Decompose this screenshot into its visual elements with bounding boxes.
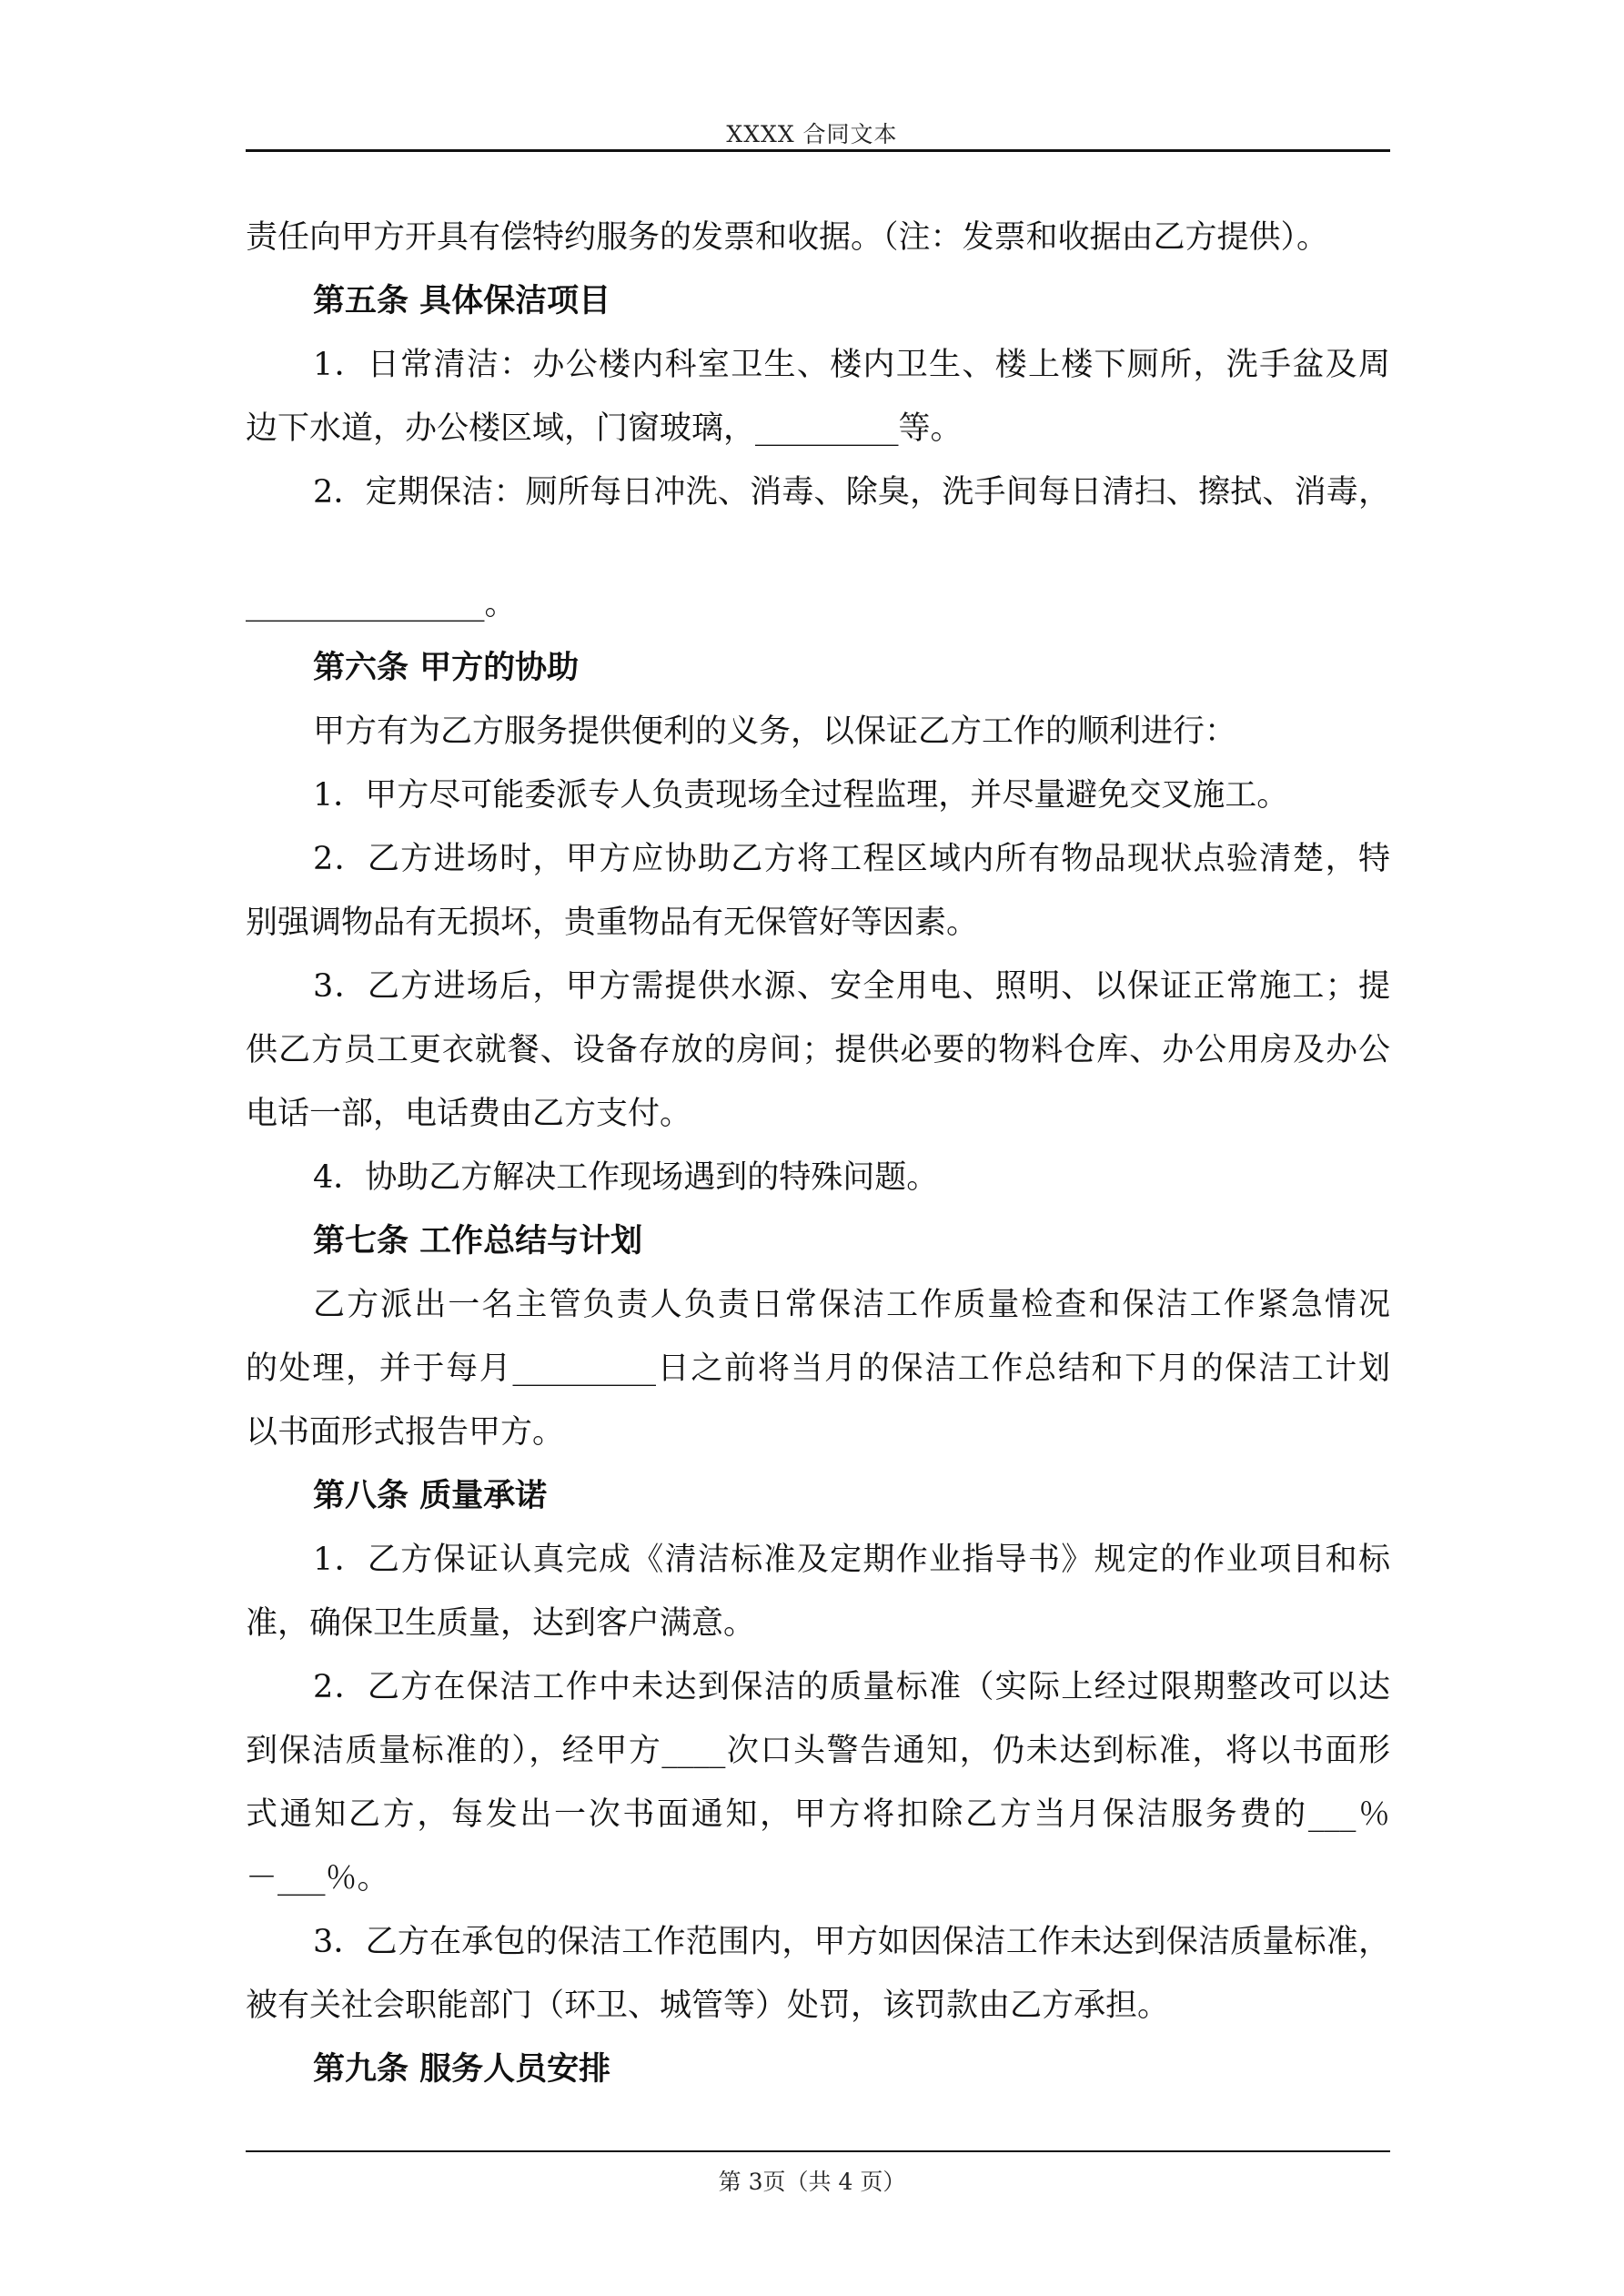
- line-gap: [246, 524, 1390, 572]
- paragraph-line: 2．乙方在保洁工作中未达到保洁的质量标准（实际上经过限期整改可以达: [313, 1669, 1390, 1705]
- paragraph-line: 以书面形式报告甲方。: [246, 1414, 565, 1451]
- paragraph-line: 被有关社会职能部门（环卫、城管等）处罚，该罚款由乙方承担。: [246, 1988, 1170, 2024]
- paragraph-line: 甲方有为乙方服务提供便利的义务，以保证乙方工作的顺利进行：: [313, 713, 1237, 750]
- document-body: [246, 206, 1390, 2101]
- paragraph-line: 准，确保卫生质量，达到客户满意。: [246, 1605, 756, 1642]
- section-heading-6: 第六条 甲方的协助: [313, 649, 580, 686]
- paragraph-line: _______________。: [246, 586, 517, 622]
- paragraph-line: 3．乙方在承包的保洁工作范围内，甲方如因保洁工作未达到保洁质量标准，: [313, 1924, 1390, 1960]
- section-heading-8: 第八条 质量承诺: [313, 1477, 548, 1514]
- paragraph-line: －___％。: [246, 1860, 389, 1896]
- section-heading-9: 第九条 服务人员安排: [313, 2050, 611, 2088]
- paragraph-line: 4．协助乙方解决工作现场遇到的特殊问题。: [313, 1159, 939, 1196]
- paragraph-line: 责任向甲方开具有偿特约服务的发票和收据。（注：发票和收据由乙方提供）。: [246, 219, 1329, 256]
- section-heading-7: 第七条 工作总结与计划: [313, 1222, 643, 1259]
- paragraph-line: 乙方派出一名主管负责人负责日常保洁工作质量检查和保洁工作紧急情况: [313, 1287, 1390, 1323]
- paragraph-line: 2．乙方进场时，甲方应协助乙方将工程区域内所有物品现状点验清楚，特: [313, 841, 1390, 877]
- paragraph-line: 到保洁质量标准的），经甲方____次口头警告通知，仍未达到标准，将以书面形: [246, 1733, 1390, 1769]
- paragraph-line: 式通知乙方，每发出一次书面通知，甲方将扣除乙方当月保洁服务费的___％: [246, 1796, 1390, 1833]
- paragraph-line: 3．乙方进场后，甲方需提供水源、安全用电、照明、以保证正常施工；提: [313, 968, 1390, 1005]
- paragraph-line: 供乙方员工更衣就餐、设备存放的房间；提供必要的物料仓库、办公用房及办公: [246, 1032, 1390, 1068]
- header-divider: [246, 149, 1390, 152]
- paragraph-line: 1．乙方保证认真完成《清洁标准及定期作业指导书》规定的作业项目和标: [313, 1542, 1390, 1578]
- paragraph-line: 1．日常清洁：办公楼内科室卫生、楼内卫生、楼上楼下厕所，洗手盆及周: [313, 347, 1390, 383]
- section-heading-5: 第五条 具体保洁项目: [313, 282, 611, 319]
- header-title: XXXX 合同文本: [726, 121, 898, 147]
- paragraph-line: 的处理，并于每月_________日之前将当月的保洁工作总结和下月的保洁工计划: [246, 1350, 1390, 1387]
- paragraph-line: 2．定期保洁：厕所每日冲洗、消毒、除臭，洗手间每日清扫、擦拭、消毒，: [313, 474, 1390, 511]
- paragraph-line: 别强调物品有无损坏，贵重物品有无保管好等因素。: [246, 905, 979, 941]
- page-number: 第 3页（共 4 页）: [718, 2169, 906, 2195]
- paragraph-line: 边下水道，办公楼区域，门窗玻璃，_________等。: [246, 410, 963, 447]
- footer-divider: [246, 2150, 1390, 2152]
- paragraph-line: 1．甲方尽可能委派专人负责现场全过程监理，并尽量避免交叉施工。: [313, 777, 1289, 814]
- paragraph-line: 电话一部，电话费由乙方支付。: [246, 1096, 692, 1132]
